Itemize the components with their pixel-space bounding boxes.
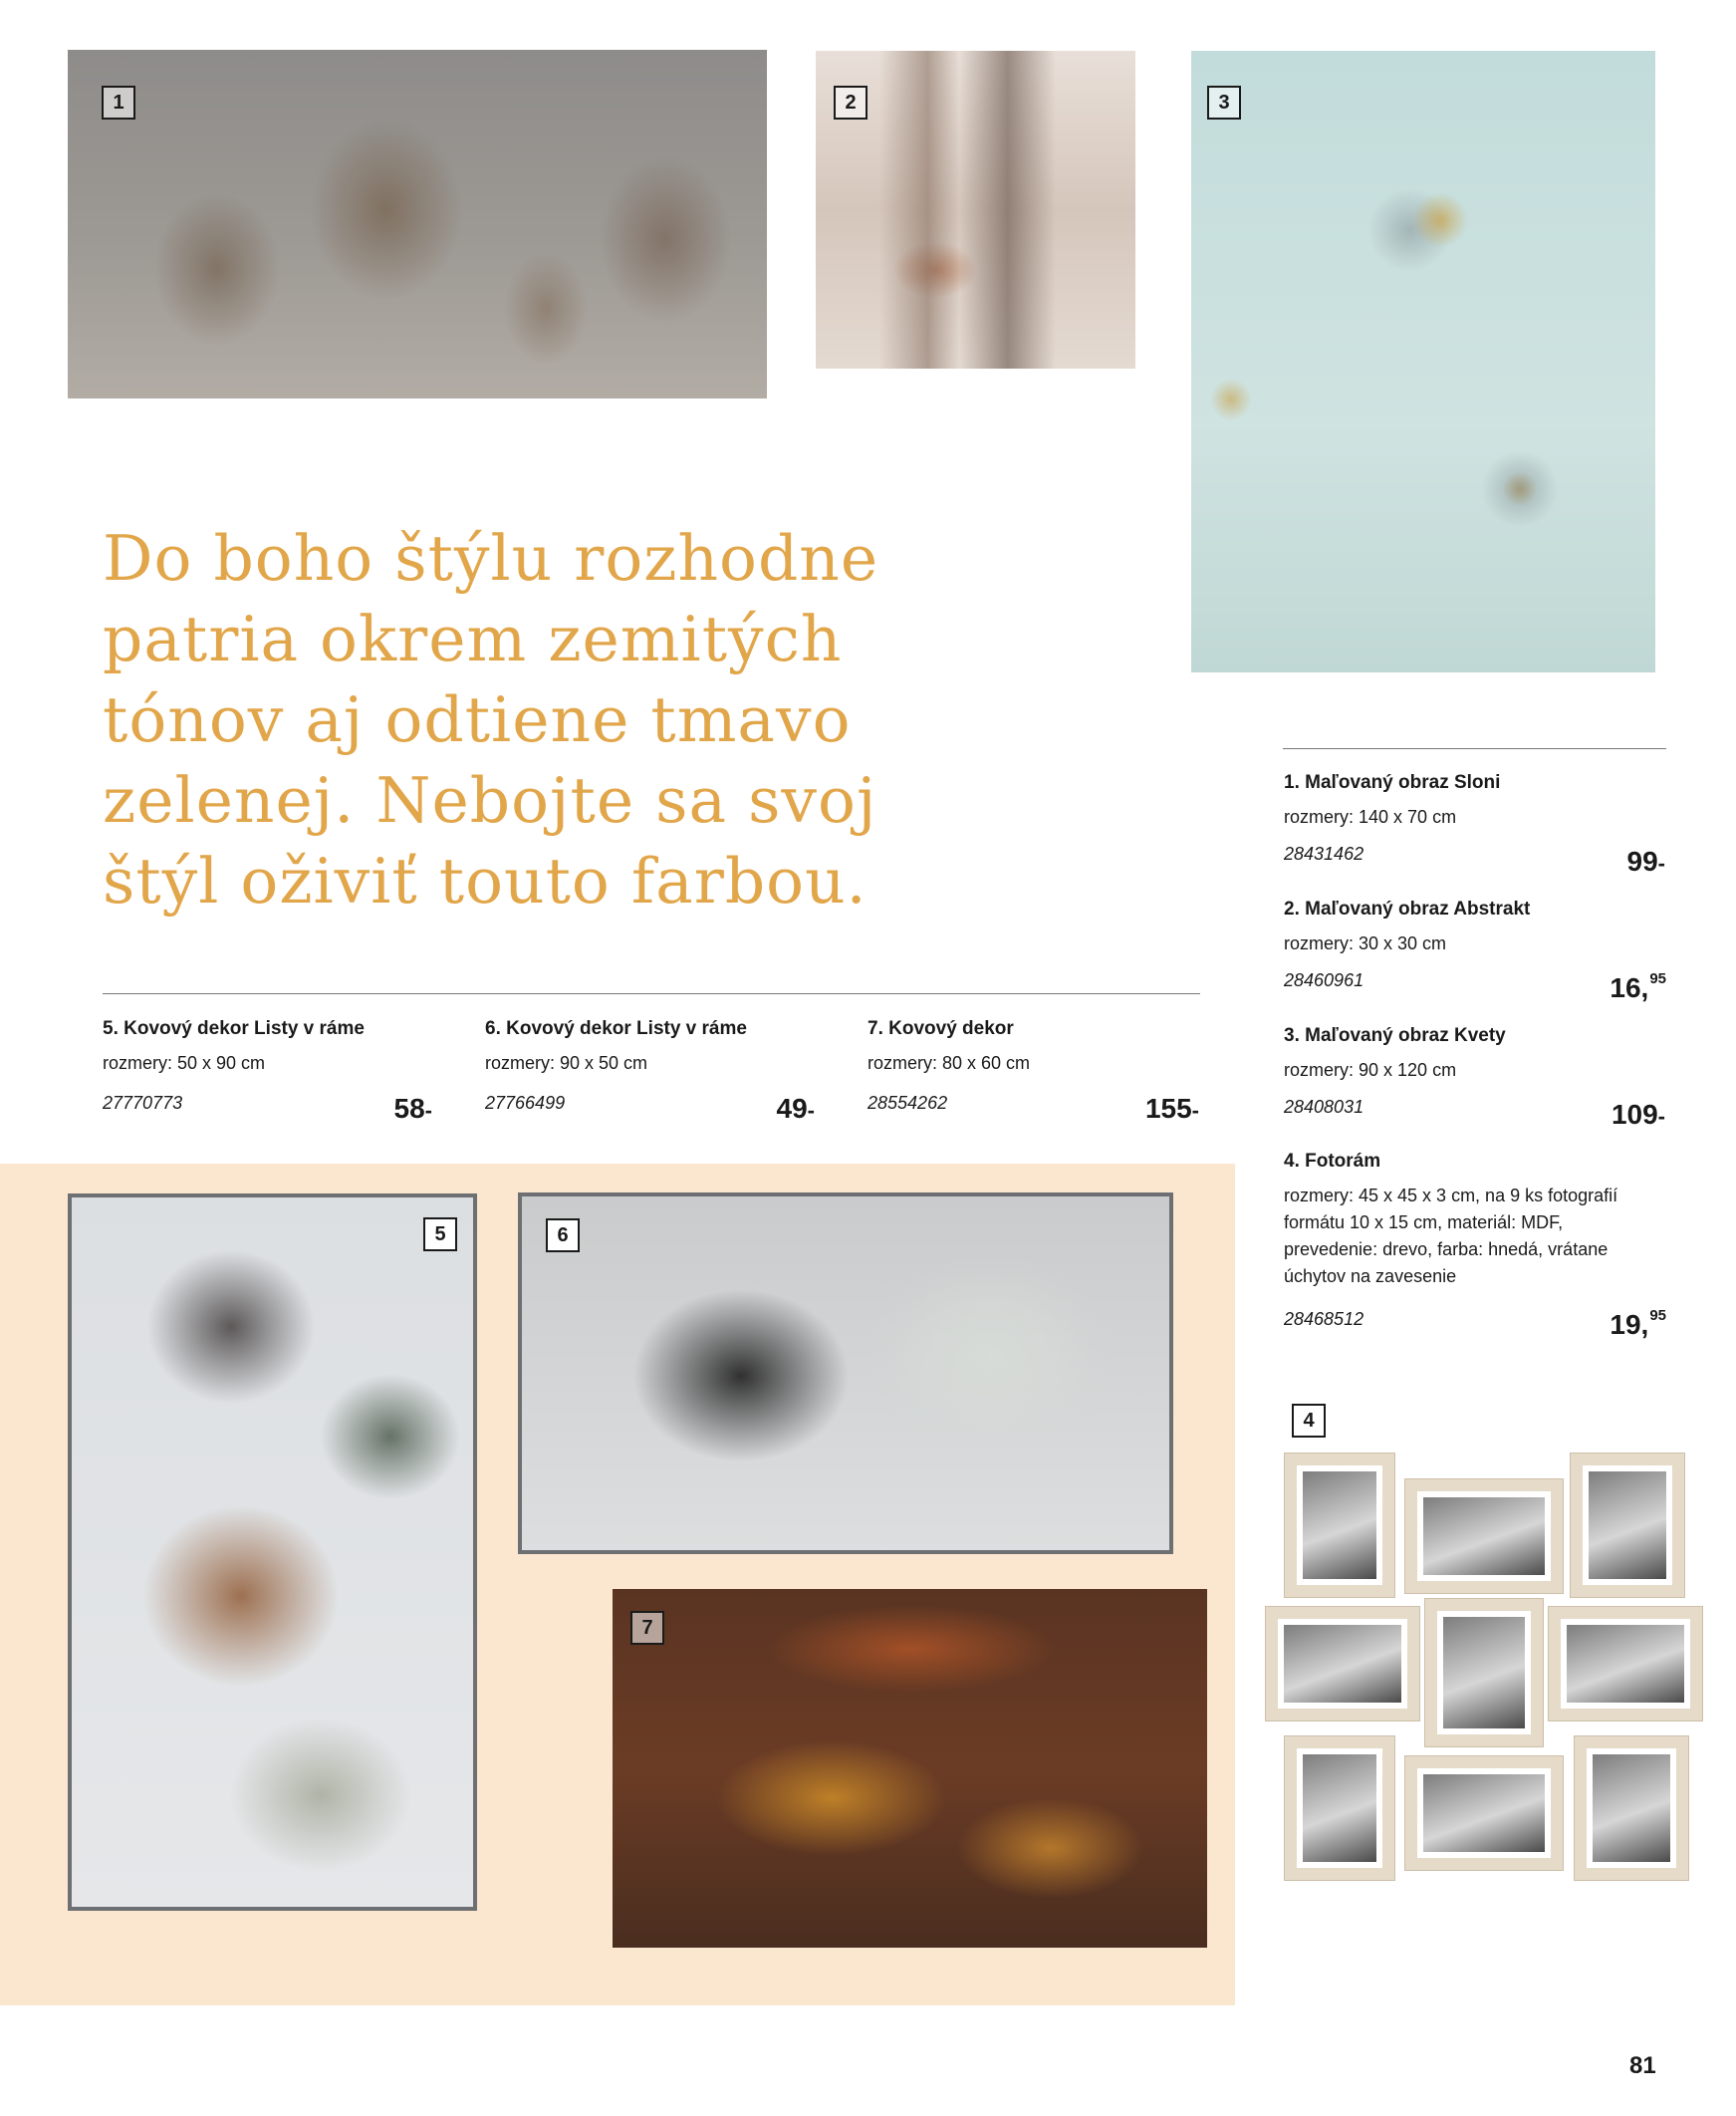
headline-line: zelenej. Nebojte sa svoj	[103, 764, 877, 837]
divider-right	[1283, 748, 1666, 749]
product-item-3	[1284, 1024, 1666, 1134]
photo-frame-slot	[1570, 1453, 1685, 1598]
product-dimensions: rozmery: 45 x 45 x 3 cm, na 9 ks fotografií formátu 10 x 15 cm, materiál: MDF, prevedenie: drevo, farba: hnedá, vrátane úchytov na zavesenie	[1284, 1186, 1618, 1286]
photo-frame-slot	[1284, 1735, 1395, 1881]
product-name: 4. Fotorám	[1284, 1151, 1381, 1172]
metal-leaves-horizontal-image	[518, 1192, 1173, 1554]
photo-frame-slot	[1548, 1606, 1703, 1721]
photo-frame-slot	[1404, 1478, 1564, 1594]
headline-quote	[103, 518, 1059, 922]
product-code: 27770773	[103, 1093, 183, 1113]
product-price: 49-	[776, 1093, 815, 1124]
product-code: 28431462	[1284, 844, 1364, 864]
photo-frame-collage-image	[1265, 1447, 1703, 1895]
image-badge-2: 2	[834, 86, 868, 120]
product-dimensions: rozmery: 50 x 90 cm	[103, 1053, 266, 1073]
product-name: 2. Maľovaný obraz Abstrakt	[1284, 899, 1531, 920]
photo-frame-slot	[1574, 1735, 1689, 1881]
photo-frame-slot	[1424, 1598, 1544, 1747]
product-name: 5. Kovový dekor Listy v ráme	[103, 1018, 365, 1039]
product-price: 109-	[1611, 1099, 1665, 1130]
headline-line: Do boho štýlu rozhodne	[103, 522, 879, 595]
headline-line: patria okrem zemitých	[103, 603, 843, 675]
product-item-2	[1284, 898, 1666, 1007]
image-badge-4: 4	[1292, 1404, 1326, 1438]
painting-abstract-image	[816, 51, 1135, 369]
product-item-4	[1284, 1150, 1666, 1339]
product-code: 28554262	[868, 1093, 948, 1113]
photo-frame-slot	[1265, 1606, 1420, 1721]
metal-leaves-vertical-image	[68, 1193, 477, 1911]
photo-frame-slot	[1284, 1453, 1395, 1598]
product-price: 155-	[1144, 1093, 1199, 1124]
image-badge-7: 7	[630, 1611, 664, 1645]
product-name: 1. Maľovaný obraz Sloni	[1284, 772, 1501, 793]
product-dimensions: rozmery: 30 x 30 cm	[1284, 933, 1447, 953]
product-price: 16,95	[1610, 970, 1666, 1003]
product-item-7	[868, 1017, 1200, 1127]
product-code: 27766499	[485, 1093, 566, 1113]
product-price: 58-	[393, 1093, 432, 1124]
headline-line: štýl oživiť touto farbou.	[103, 845, 868, 918]
photo-frame-slot	[1404, 1755, 1564, 1871]
product-item-1	[1284, 771, 1666, 881]
product-dimensions: rozmery: 80 x 60 cm	[868, 1053, 1031, 1073]
image-badge-6: 6	[546, 1218, 580, 1252]
product-code: 28460961	[1284, 970, 1364, 990]
product-price: 99-	[1626, 846, 1665, 877]
product-item-5	[103, 1017, 433, 1127]
page-number: 81	[1629, 2052, 1656, 2079]
image-badge-3: 3	[1207, 86, 1241, 120]
painting-flowers-image	[1191, 51, 1655, 672]
product-name: 3. Maľovaný obraz Kvety	[1284, 1025, 1506, 1046]
product-name: 7. Kovový dekor	[868, 1018, 1014, 1039]
image-badge-1: 1	[102, 86, 135, 120]
product-code: 28408031	[1284, 1097, 1364, 1117]
product-dimensions: rozmery: 90 x 50 cm	[485, 1053, 648, 1073]
divider-bottom	[103, 993, 1200, 994]
product-dimensions: rozmery: 90 x 120 cm	[1284, 1060, 1457, 1080]
metal-decor-rust-image	[613, 1589, 1207, 1948]
headline-line: tónov aj odtiene tmavo	[103, 683, 852, 756]
painting-elephants-image	[68, 50, 767, 398]
product-price: 19,95	[1610, 1307, 1666, 1340]
product-name: 6. Kovový dekor Listy v ráme	[485, 1018, 747, 1039]
image-badge-5: 5	[423, 1217, 457, 1251]
product-code: 28468512	[1284, 1309, 1364, 1329]
product-item-6	[485, 1017, 816, 1127]
product-dimensions: rozmery: 140 x 70 cm	[1284, 807, 1457, 827]
